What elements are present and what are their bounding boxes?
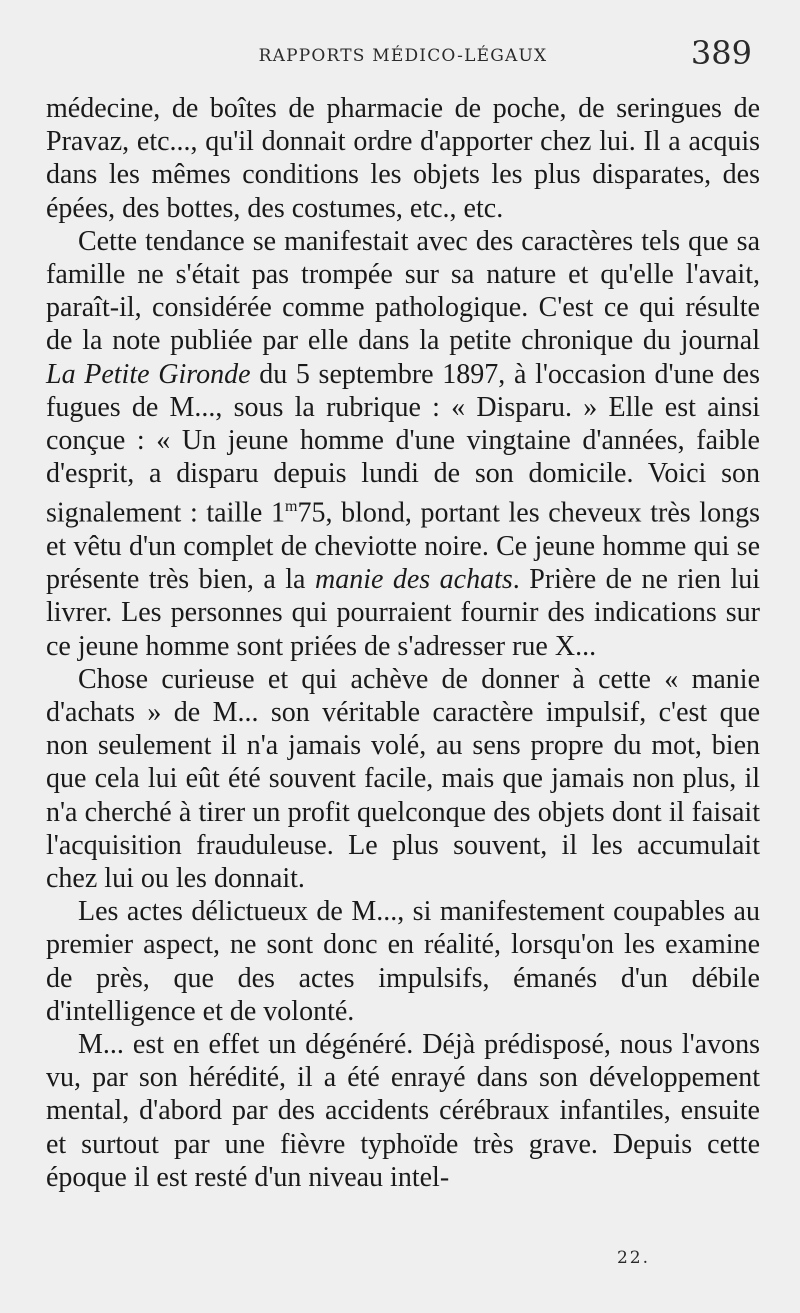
paragraph-text: du 5 septembre 1897, à l'occasion d'une des fugues de M..., sous la rubrique : « Disparu. » Elle est ainsi conçue : « Un jeune homme d'une vingtaine d'années, faible d'esprit, a disparu depuis lundi de son domicile. Voici son signalement : taille 1	[46, 358, 760, 529]
paragraph-newspaper-note	[46, 225, 760, 663]
signature-mark: 22.	[616, 1248, 650, 1268]
paragraph-text: 75, blond, portant les cheveux très longs et vêtu d'un complet de cheviotte noire. Ce jeune homme qui se présente très bien, a la	[46, 497, 760, 596]
paragraph-impulsive-character: Chose curieuse et qui achève de donner à cette « manie d'achats » de M... son véritable caractère impulsif, c'est que non seulement il n'a jamais volé, au sens propre du mot, bien que cela lui eût été souvent facile, mais que jamais non plus, il n'a cherché à tirer un profit quelconque des objets dont il faisait l'acquisition frauduleuse. Le plus souvent, il les accumulait chez lui ou les donnait.	[46, 663, 760, 894]
emphasis-text: manie des achats	[314, 564, 513, 596]
paragraph-continuation: médecine, de boîtes de pharmacie de poche, de seringues de Pravaz, etc..., qu'il donnait ordre d'apporter chez lui. Il a acquis dans les mêmes conditions les objets les plus disparates, des épées, des bottes, des costumes, etc., etc.	[46, 93, 760, 224]
unit-superscript: m	[285, 498, 298, 516]
newspaper-title: La Petite Gironde	[46, 358, 251, 390]
body-text	[46, 92, 760, 1194]
running-title: RAPPORTS MÉDICO-LÉGAUX	[258, 46, 548, 66]
page-number: 389	[690, 34, 752, 72]
paragraph-text: . Prière de ne rien lui livrer. Les personnes qui pourraient fournir des indications sur ce jeune homme sont priées de s'adresser rue X...	[46, 564, 760, 662]
page-header	[46, 0, 760, 92]
paragraph-text: Cette tendance se manifestait avec des caractères tels que sa famille ne s'était pas trompée sur sa nature et qu'elle l'avait, paraît-il, considérée comme pathologique. C'est ce qui résulte de la note publiée par elle dans la petite chronique du journal	[46, 225, 760, 357]
paragraph-degenerate: M... est en effet un dégénéré. Déjà prédisposé, nous l'avons vu, par son hérédité, il a été enrayé dans son développement mental, d'abord par des accidents cérébraux infantiles, ensuite et surtout par une fièvre typhoïde très grave. Depuis cette époque il est resté d'un niveau intel-	[46, 1029, 760, 1193]
paragraph-delictual-acts: Les actes délictueux de M..., si manifestement coupables au premier aspect, ne sont donc en réalité, lorsqu'on les examine de près, que des actes impulsifs, émanés d'un débile d'intelligence et de volonté.	[46, 896, 760, 1027]
